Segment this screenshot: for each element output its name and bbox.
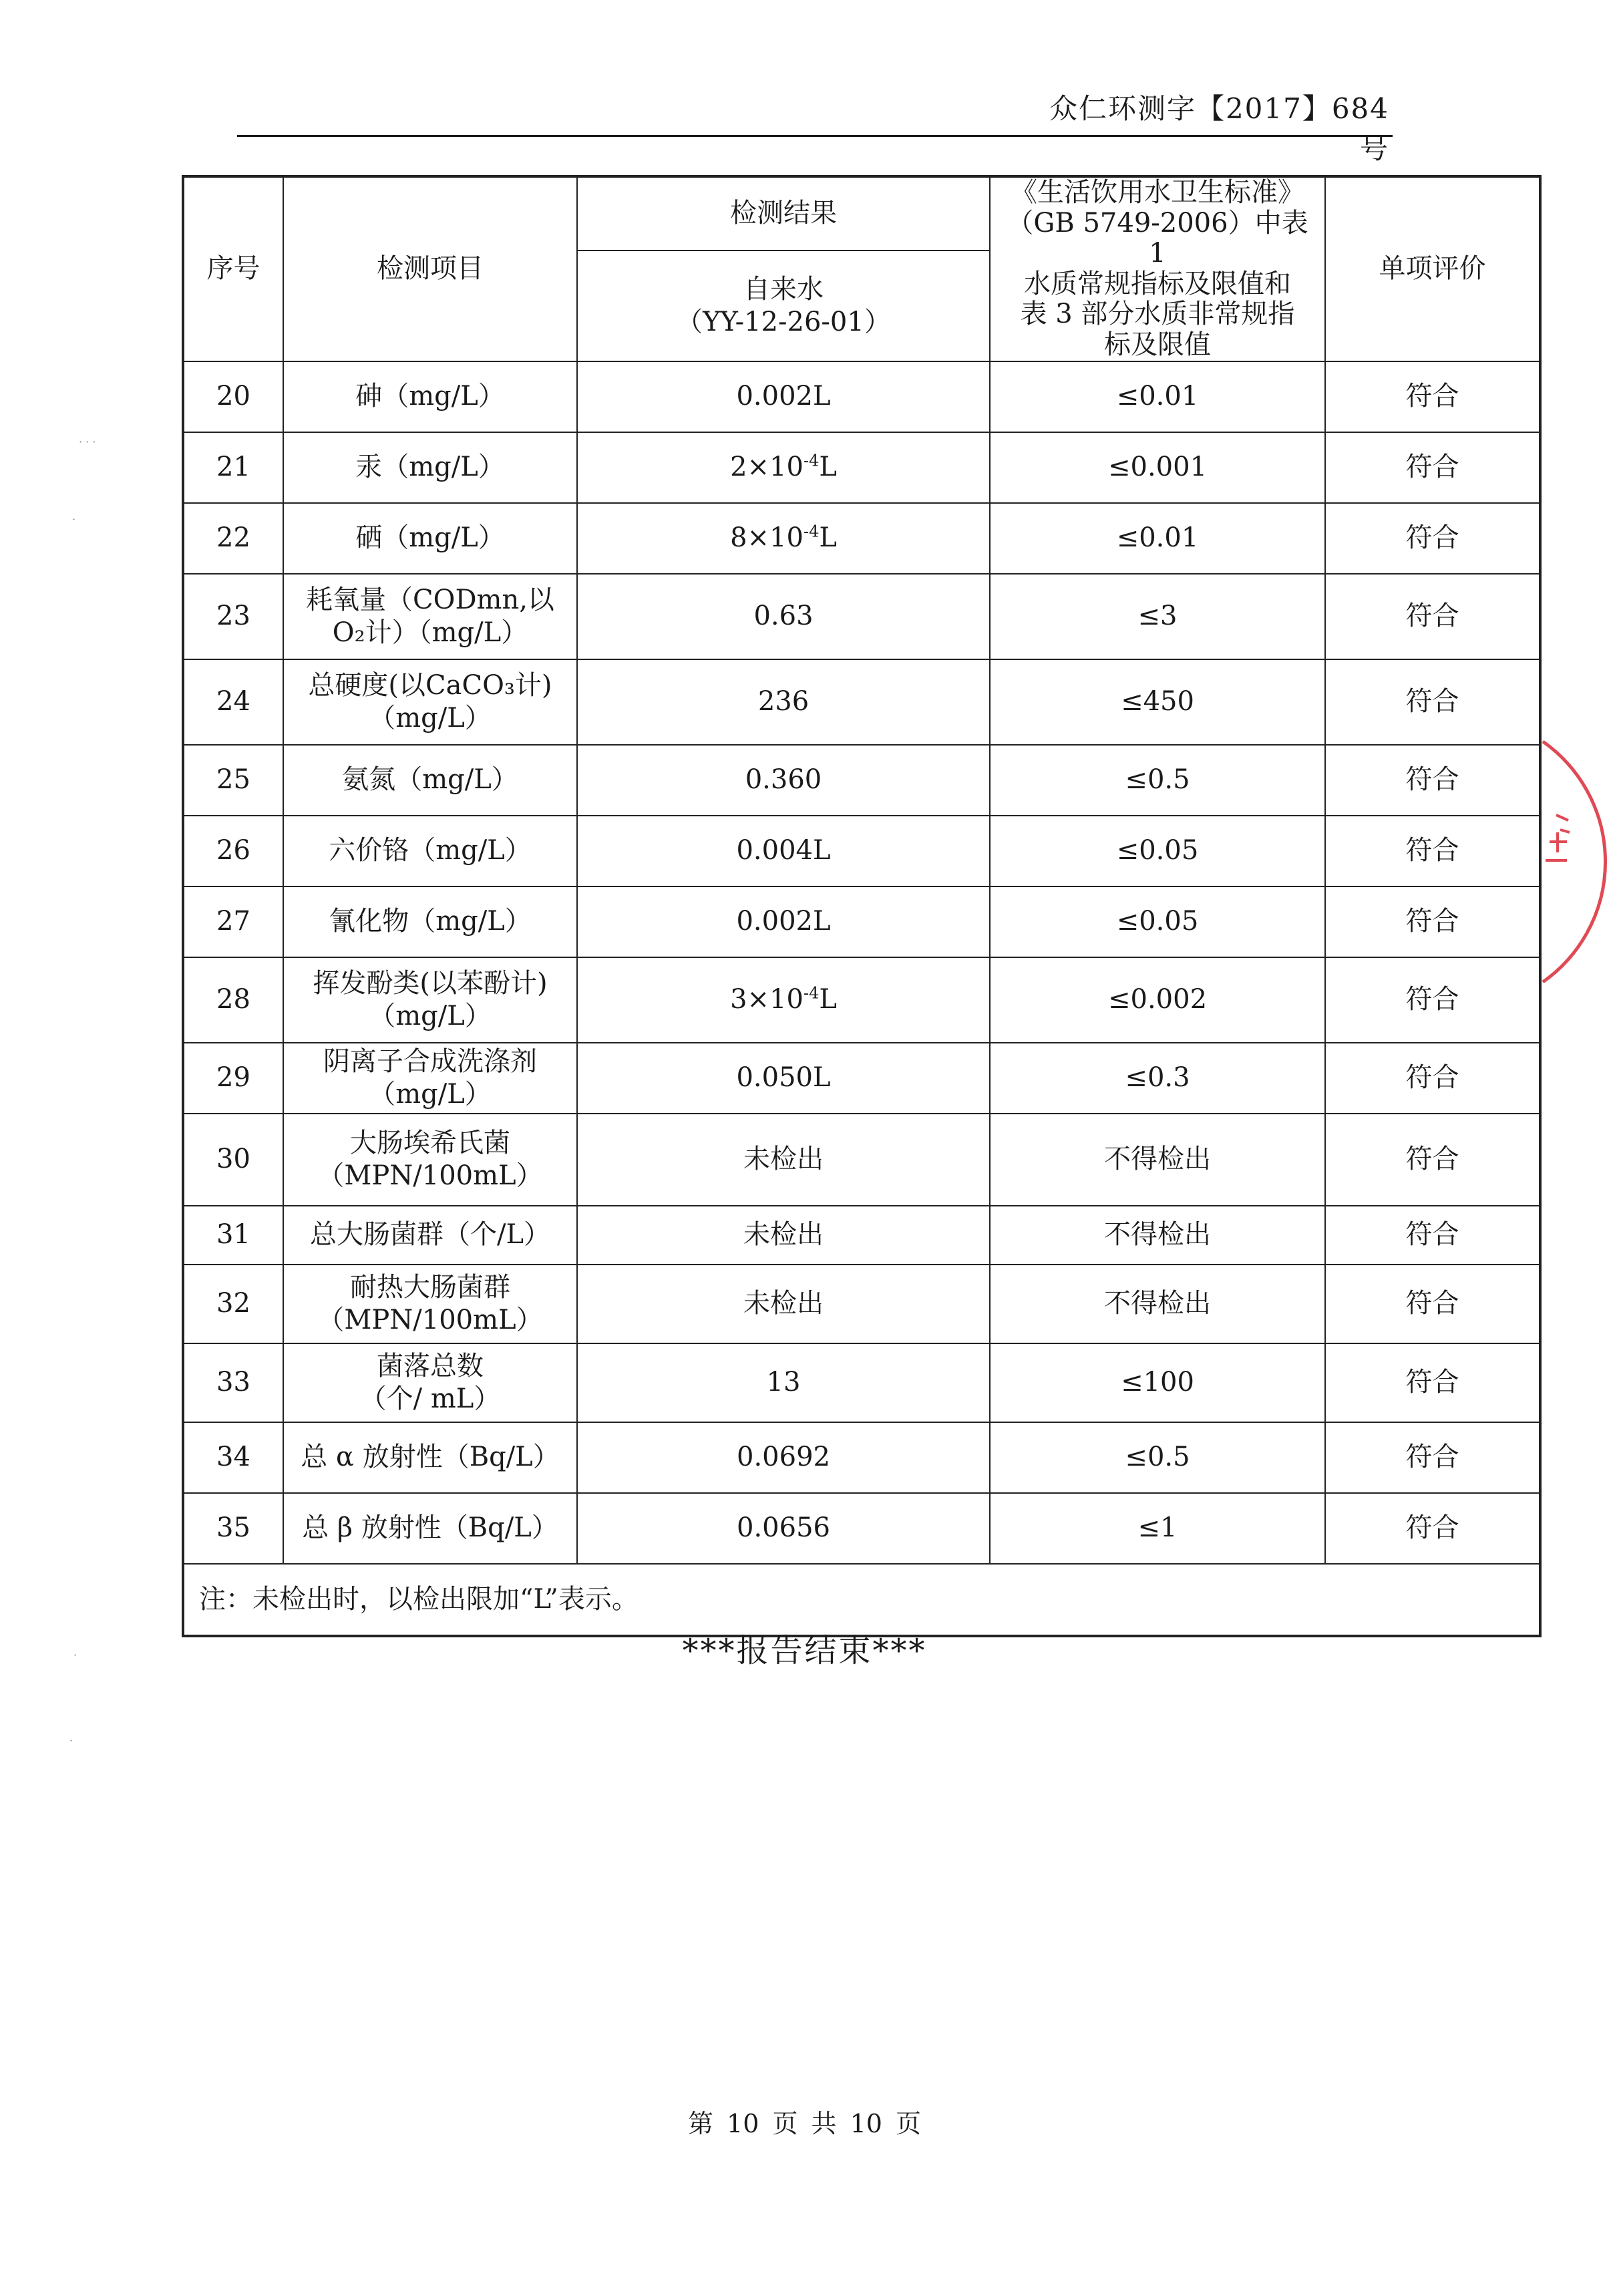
row-number: 29: [183, 1043, 283, 1114]
row-item: [283, 1422, 577, 1493]
sample-code: （YY-12-26-01）: [676, 306, 891, 337]
row-evaluation: 符合: [1325, 1043, 1540, 1114]
row-item: [283, 1493, 577, 1564]
table-row: [183, 1265, 1540, 1343]
item-line: 挥发酚类(以苯酚计): [313, 967, 548, 999]
standard-line: 《生活饮用水卫生标准》: [1011, 177, 1304, 208]
row-number: 25: [183, 745, 283, 816]
row-limit: ≤0.05: [990, 886, 1325, 957]
row-limit: ≤0.01: [990, 503, 1325, 574]
item-line: 总 β 放射性（Bq/L）: [302, 1512, 558, 1544]
table-note: 注：未检出时，以检出限加“L”表示。: [183, 1564, 1540, 1636]
row-item: [283, 1114, 577, 1206]
row-number: 35: [183, 1493, 283, 1564]
row-result: 0.002L: [577, 361, 990, 432]
sample-name: 自来水: [743, 273, 824, 305]
row-evaluation: 符合: [1325, 503, 1540, 574]
item-line: （个/ mL）: [359, 1383, 501, 1414]
row-evaluation: 符合: [1325, 361, 1540, 432]
row-limit: ≤0.05: [990, 816, 1325, 886]
table-row: [183, 745, 1540, 816]
report-number: 众仁环测字【2017】684 号: [1049, 92, 1389, 165]
row-result: 0.002L: [577, 886, 990, 957]
row-limit: ≤1: [990, 1493, 1325, 1564]
row-evaluation: 符合: [1325, 816, 1540, 886]
scan-speck: · · ·: [79, 436, 96, 448]
row-limit: 不得检出: [990, 1206, 1325, 1265]
row-limit: ≤450: [990, 659, 1325, 745]
table-row: [183, 361, 1540, 432]
row-item: [283, 361, 577, 432]
results-table: [182, 175, 1542, 1637]
table-row: [183, 503, 1540, 574]
item-line: 硒（mg/L）: [355, 522, 505, 554]
report-end-mark: ***报告结束***: [682, 1632, 927, 1669]
row-result: 0.0656: [577, 1493, 990, 1564]
row-evaluation: 符合: [1325, 886, 1540, 957]
row-limit: 不得检出: [990, 1265, 1325, 1343]
scan-speck: ·: [73, 1649, 77, 1661]
row-limit: ≤0.002: [990, 957, 1325, 1043]
row-result: 0.004L: [577, 816, 990, 886]
col-header-item: 检测项目: [283, 176, 577, 361]
row-number: 26: [183, 816, 283, 886]
table-row: [183, 1422, 1540, 1493]
row-result: 236: [577, 659, 990, 745]
row-number: 30: [183, 1114, 283, 1206]
row-result: 未检出: [577, 1206, 990, 1265]
row-limit: ≤0.3: [990, 1043, 1325, 1114]
standard-line: （GB 5749-2006）中表 1: [1007, 207, 1308, 269]
item-line: 耐热大肠菌群: [350, 1271, 510, 1303]
item-line: 总硬度(以CaCO₃计): [308, 669, 552, 701]
row-result: 0.0692: [577, 1422, 990, 1493]
row-number: 23: [183, 574, 283, 659]
row-limit: ≤0.5: [990, 745, 1325, 816]
row-number: 28: [183, 957, 283, 1043]
row-evaluation: 符合: [1325, 1265, 1540, 1343]
row-item: [283, 1043, 577, 1114]
row-limit: 不得检出: [990, 1114, 1325, 1206]
row-evaluation: 符合: [1325, 432, 1540, 503]
row-item: [283, 432, 577, 503]
col-header-result: 检测结果: [577, 176, 990, 251]
item-line: 氨氮（mg/L）: [342, 764, 518, 796]
row-number: 34: [183, 1422, 283, 1493]
scan-speck: ·: [72, 513, 76, 526]
row-evaluation: 符合: [1325, 1114, 1540, 1206]
row-result: $2\times 10^{-4}L$: [577, 432, 990, 503]
scan-speck: ·: [69, 1734, 73, 1747]
item-line: （mg/L）: [369, 1000, 492, 1031]
item-line: 六价铬（mg/L）: [329, 835, 532, 866]
row-item: [283, 745, 577, 816]
item-line: O₂计）（mg/L）: [332, 617, 528, 648]
row-limit: ≤0.001: [990, 432, 1325, 503]
item-line: （MPN/100mL）: [317, 1160, 543, 1191]
row-item: [283, 957, 577, 1043]
col-header-no: 序号: [183, 176, 283, 361]
row-limit: ≤0.5: [990, 1422, 1325, 1493]
item-line: 砷（mg/L）: [355, 381, 505, 412]
row-number: 31: [183, 1206, 283, 1265]
row-evaluation: 符合: [1325, 1343, 1540, 1422]
row-result: 0.050L: [577, 1043, 990, 1114]
col-header-eval: 单项评价: [1325, 176, 1540, 361]
item-line: 总大肠菌群（个/L）: [309, 1219, 551, 1251]
row-result: $8\times 10^{-4}L$: [577, 503, 990, 574]
table-row: [183, 1043, 1540, 1114]
table-row: [183, 432, 1540, 503]
row-limit: ≤100: [990, 1343, 1325, 1422]
row-item: [283, 1343, 577, 1422]
row-limit: ≤3: [990, 574, 1325, 659]
item-line: 汞（mg/L）: [355, 452, 505, 483]
row-number: 32: [183, 1265, 283, 1343]
item-line: 大肠埃希氏菌: [350, 1127, 510, 1158]
row-limit: ≤0.01: [990, 361, 1325, 432]
item-line: 总 α 放射性（Bq/L）: [301, 1442, 560, 1473]
page-footer: 第 10 页 共 10 页: [687, 2109, 922, 2138]
row-item: [283, 816, 577, 886]
table-row: [183, 886, 1540, 957]
row-evaluation: 符合: [1325, 745, 1540, 816]
row-result: 未检出: [577, 1265, 990, 1343]
row-item: [283, 659, 577, 745]
row-evaluation: 符合: [1325, 574, 1540, 659]
item-line: 耗氧量（CODmn,以: [306, 584, 554, 615]
table-row: [183, 1493, 1540, 1564]
row-evaluation: 符合: [1325, 659, 1540, 745]
row-result: $3\times 10^{-4}L$: [577, 957, 990, 1043]
row-number: 22: [183, 503, 283, 574]
table-row: [183, 1114, 1540, 1206]
table-row: [183, 1343, 1540, 1422]
row-evaluation: 符合: [1325, 1422, 1540, 1493]
row-result: 13: [577, 1343, 990, 1422]
item-line: 氰化物（mg/L）: [329, 906, 532, 937]
row-evaluation: 符合: [1325, 1493, 1540, 1564]
table-row: [183, 957, 1540, 1043]
row-result: 0.360: [577, 745, 990, 816]
row-item: [283, 574, 577, 659]
row-item: [283, 886, 577, 957]
item-line: （mg/L）: [369, 1078, 492, 1110]
row-item: [283, 1206, 577, 1265]
standard-line: 标及限值: [1104, 329, 1211, 360]
item-line: 阴离子合成洗涤剂: [323, 1045, 537, 1077]
row-result: 未检出: [577, 1114, 990, 1206]
row-number: 20: [183, 361, 283, 432]
row-item: [283, 1265, 577, 1343]
row-result: 0.63: [577, 574, 990, 659]
table-row: [183, 816, 1540, 886]
row-item: [283, 503, 577, 574]
item-line: （mg/L）: [369, 702, 492, 733]
header-rule: [237, 135, 1393, 137]
row-number: 24: [183, 659, 283, 745]
standard-line: 水质常规指标及限值和: [1024, 268, 1291, 299]
col-header-sample: [577, 251, 990, 361]
row-number: 27: [183, 886, 283, 957]
row-evaluation: 符合: [1325, 1206, 1540, 1265]
table-row: [183, 1206, 1540, 1265]
row-evaluation: 符合: [1325, 957, 1540, 1043]
standard-line: 表 3 部分水质非常规指: [1020, 299, 1295, 330]
col-header-standard: [990, 176, 1325, 361]
item-line: 菌落总数: [377, 1350, 484, 1381]
row-number: 21: [183, 432, 283, 503]
red-seal-stamp: [1530, 728, 1609, 995]
table-row: [183, 659, 1540, 745]
table-row: [183, 574, 1540, 659]
row-number: 33: [183, 1343, 283, 1422]
item-line: （MPN/100mL）: [317, 1304, 543, 1335]
